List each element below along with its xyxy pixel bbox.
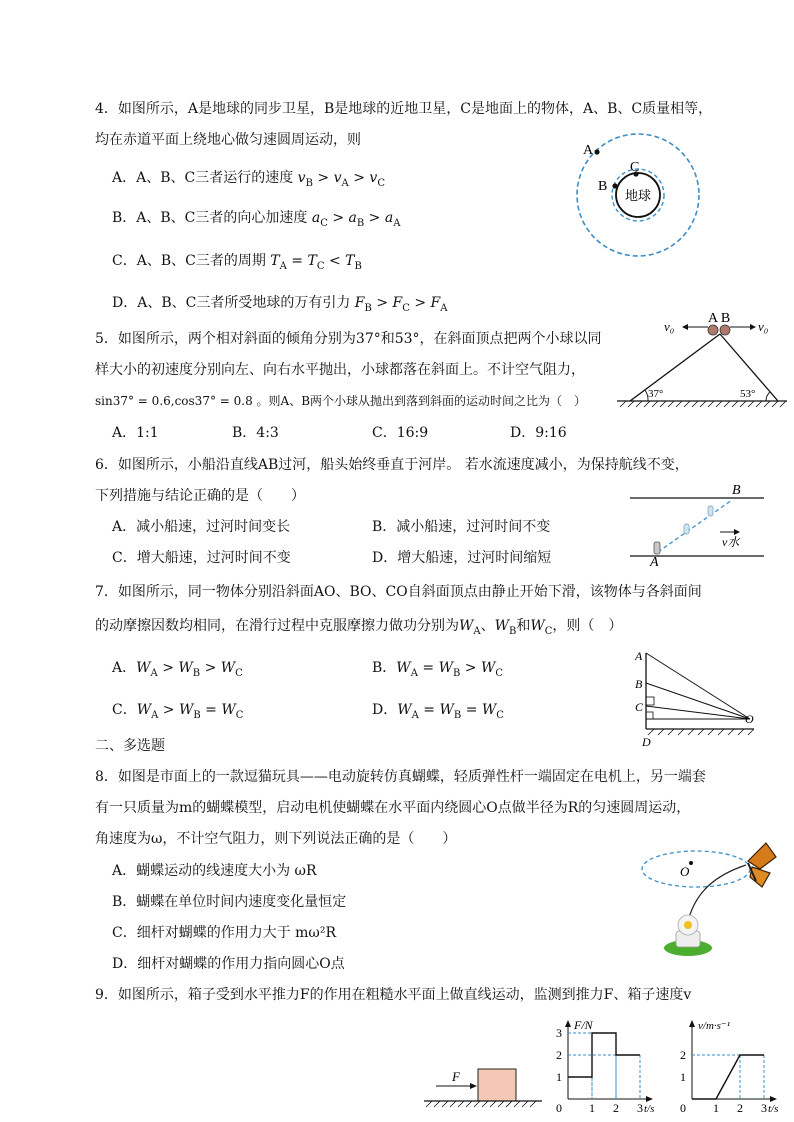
butterfly-icon [748,843,776,887]
y-tick-label: 2 [556,1048,562,1062]
incline-bo [646,683,750,719]
q9-stem-line1: 9．如图所示，箱子受到水平推力F的作用在粗糙水平面上做直线运动，监测到推力F、箱子速度v [95,987,692,1003]
q7-option-c: C．$W_A > W_B = W_C$ [112,702,244,721]
angle-arc-53 [766,392,770,401]
motor-base-icon [664,915,712,956]
q8-option-b: B．蝴蝶在单位时间内速度变化量恒定 [112,894,347,910]
q6-option-c: C．增大船速，过河时间不变 [112,550,291,566]
x-tick-label: 2 [613,1101,619,1115]
y-tick-label: 3 [556,1026,562,1040]
q4-stem-line2: 均在赤道平面上绕地心做匀速圆周运动，则 [95,132,361,148]
label-a: A [650,555,659,566]
v0-right-label: v₀ [758,319,769,334]
ground-hatch [620,401,786,407]
x-axis-label: t/s [644,1103,655,1115]
label-c: C [635,700,644,714]
force-arrowhead [470,1083,477,1089]
q4-option-d: D．A、B、C三者所受地球的万有引力 $F_B > F_C > F_A$ [112,295,448,314]
label-o: O [745,712,754,726]
right-angle-mark-1 [646,697,654,705]
q5-option-c: C．16:9 [372,425,429,441]
ball-a [708,325,718,335]
q5-stem-line3: sin37° = 0.6,cos37° = 0.8 。则A、B两个小球从抛出到落到斜面的运动时间之比为（ ） [95,394,587,408]
q8-butterfly-figure [638,835,783,960]
v-water-label: v水 [722,535,740,549]
label-c: C [630,160,640,175]
q4-orbit-figure [570,130,720,265]
q7-option-d: D．$W_A = W_B = W_C$ [372,702,504,721]
ball-b [720,325,730,335]
q9-box-figure [422,1060,546,1112]
q4-option-b: B．A、B、C三者的向心加速度 $a_C > a_B > a_A$ [112,210,401,229]
q8-stem-line2: 有一只质量为m的蝴蝶模型，启动电机使蝴蝶在水平面内绕圆心O点做半径为R的匀速圆周运动， [95,800,691,816]
arrowhead-left [682,324,688,330]
boat-end [708,506,713,516]
left-incline [630,334,720,401]
q7-option-b: B．$W_A = W_B > W_C$ [372,660,503,679]
satellite-a-dot [594,149,599,154]
q6-option-b: B．减小船速，过河时间不变 [372,519,551,535]
x-tick-label: 2 [737,1101,743,1115]
label-b: B [732,483,741,498]
incline-ao [646,653,750,719]
q4-option-c: C．A、B、C三者的周期 $T_A = T_C < T_B$ [112,253,362,272]
label-o: O [680,864,690,879]
q5-option-a: A．1:1 [112,425,159,441]
q8-option-d: D．细杆对蝴蝶的作用力指向圆心O点 [112,956,345,972]
label-ab: A B [708,311,731,326]
arrowhead-right [750,324,756,330]
boat-middle [684,524,689,534]
x-tick-label: 1 [713,1101,719,1115]
floor-hatch [648,729,754,735]
y-tick-label: 1 [680,1070,686,1084]
x-tick-label: 3 [761,1101,767,1115]
center-o-dot [689,861,693,865]
q7-stem-line2: 的动摩擦因数均相同，在滑行过程中克服摩擦力做功分别为$W_A$、$W_B$和$W_C$，则（ ） [95,618,623,637]
q9-force-time-chart [548,1015,660,1115]
angle-37-label: 37° [648,388,664,400]
y-tick-label: 1 [556,1070,562,1084]
q5-stem-line2: 样大小的初速度分别向左、向右水平抛出，小球都落在斜面上。不计空气阻力， [95,362,585,378]
q6-option-d: D．增大船速，过河时间缩短 [372,550,552,566]
q8-stem-line1: 8．如图是市面上的一款逗猫玩具——电动旋转仿真蝴蝶，轻质弹性杆一端固定在电机上，另一端套 [95,769,706,785]
satellite-b-dot [612,183,617,188]
x-axis-label: t/s [768,1103,779,1115]
y-tick-label: 2 [680,1048,686,1062]
label-a: A [583,143,594,158]
label-b: B [598,179,608,194]
q4-option-a: A．A、B、C三者运行的速度 $v_B > v_A > v_C$ [112,170,385,189]
x-axis-arrowhead [770,1096,777,1102]
y-axis-label: F/N [574,1018,593,1032]
v0-left-label: v₀ [664,319,675,334]
q7-option-a: A．$W_A > W_B > W_C$ [112,660,243,679]
elastic-rod [688,865,746,921]
circular-path [642,851,750,887]
label-a: A [635,649,643,663]
earth-label: 地球 [624,188,652,203]
y-axis-arrowhead [565,1020,571,1027]
q6-river-figure [628,480,768,566]
q8-option-c: C．细杆对蝴蝶的作用力大于 mω²R [112,925,337,941]
angle-53-label: 53° [740,388,756,400]
force-label: F [452,1069,460,1084]
box [478,1069,516,1101]
q8-stem-line3: 角速度为ω，不计空气阻力，则下列说法正确的是（ ） [95,831,457,847]
section-heading-multiple-choice: 二、多选题 [95,738,165,754]
q6-stem-line1: 6．如图所示，小船沿直线AB过河，船头始终垂直于河岸。 若水流速度减小，为保持航线不变， [95,457,689,473]
q6-stem-line2: 下列措施与结论正确的是（ ） [95,488,305,504]
x-tick-label: 3 [637,1101,643,1115]
q6-option-a: A．减小船速，过河时间变长 [112,519,291,535]
q8-option-a: A．蝴蝶运动的线速度大小为 ωR [112,863,317,879]
y-axis-arrowhead [689,1020,695,1027]
q5-option-b: B．4:3 [232,425,279,441]
q5-stem-line1: 5．如图所示，两个相对斜面的倾角分别为37°和53°，在斜面顶点把两个小球以同 [95,331,602,347]
q9-velocity-time-chart [672,1015,784,1115]
q5-incline-figure [612,308,792,410]
boat-start [654,542,660,554]
label-d: D [642,735,651,749]
q7-incline-figure [628,645,763,751]
right-angle-mark-2 [646,712,653,719]
y-axis-label: v/m·s⁻¹ [698,1020,731,1032]
x-tick-label: 0 [680,1101,686,1115]
q5-option-d: D．9:16 [510,425,567,441]
q7-stem-line1: 7．如图所示，同一物体分别沿斜面AO、BO、CO自斜面顶点由静止开始下滑，该物体与各斜面间 [95,584,702,600]
incline-co [646,706,750,719]
x-axis-arrowhead [646,1096,653,1102]
path-ab [658,500,732,552]
ground-hatch [426,1101,536,1107]
series-line [692,1055,764,1099]
q4-stem-line1: 4．如图所示，A是地球的同步卫星，B是地球的近地卫星，C是地面上的物体，A、B、C质量相等， [95,101,713,117]
label-b: B [635,677,643,691]
x-tick-label: 1 [589,1101,595,1115]
x-tick-label: 0 [556,1101,562,1115]
